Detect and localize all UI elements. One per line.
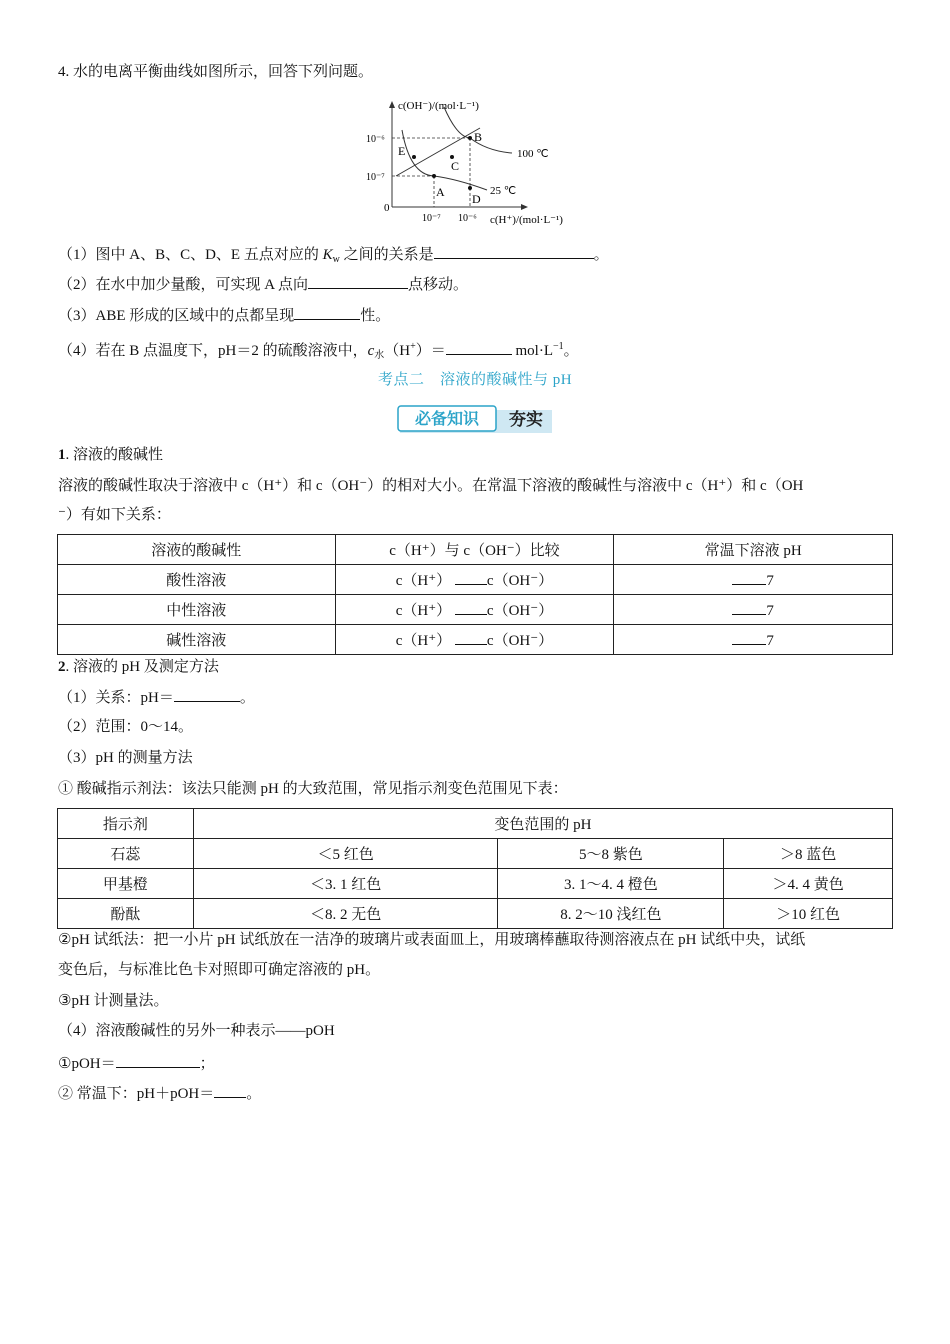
point-d bbox=[468, 186, 472, 190]
acidity-header-ph: 常温下溶液 pH bbox=[614, 535, 893, 565]
ph-blank[interactable] bbox=[732, 600, 766, 615]
point-b-label: B bbox=[474, 130, 483, 144]
ph-paper-method-line-2: 变色后，与标准比色卡对照即可确定溶液的 pH。 bbox=[58, 962, 381, 978]
indicator-mid: 8. 2～10 浅红色 bbox=[498, 899, 724, 929]
question-4-title: 4. 水的电离平衡曲线如图所示，回答下列问题。 bbox=[58, 64, 374, 80]
acidity-row-compare: c（H⁺） c（OH⁻） bbox=[335, 595, 614, 625]
acidity-row-ph: 7 bbox=[614, 565, 893, 595]
acidity-row-name: 中性溶液 bbox=[58, 595, 336, 625]
indicator-high: ＞8 蓝色 bbox=[724, 839, 893, 869]
answer-blank-ph-formula[interactable] bbox=[174, 687, 240, 702]
x-axis-arrow bbox=[521, 204, 528, 210]
indicator-intro: ① 酸碱指示剂法：该法只能测 pH 的大致范围，常见指示剂变色范围见下表： bbox=[58, 781, 568, 797]
badge-left-text: 必备知识 bbox=[414, 411, 480, 428]
y-tick-10-7: 10⁻⁷ bbox=[366, 172, 385, 183]
answer-blank-poh-formula[interactable] bbox=[116, 1053, 200, 1068]
indicator-high: ＞10 红色 bbox=[724, 899, 893, 929]
water-ionization-figure bbox=[362, 95, 602, 235]
ph-paper-method-line-1: ②pH 试纸法：把一小片 pH 试纸放在一洁净的玻璃片或表面皿上，用玻璃棒蘸取待测溶液点在 pH 试纸中央，试纸 bbox=[58, 932, 806, 948]
x-axis-label: c(H⁺)/(mol·L⁻¹) bbox=[490, 214, 563, 226]
part-1-title: 1. 溶液的酸碱性 bbox=[58, 447, 164, 463]
point-d-label: D bbox=[472, 192, 481, 206]
acidity-row-ph: 7 bbox=[614, 595, 893, 625]
line-a-b bbox=[396, 128, 483, 176]
point-e bbox=[412, 155, 416, 159]
point-b bbox=[468, 136, 472, 140]
table-row bbox=[58, 625, 893, 655]
curve-25c-label: 25 ℃ bbox=[490, 185, 517, 197]
acidity-header-compare: c（H⁺）与 c（OH⁻）比较 bbox=[335, 535, 614, 565]
ph-range: （2）范围：0～14。 bbox=[58, 719, 194, 735]
acidity-header-type: 溶液的酸碱性 bbox=[58, 535, 336, 565]
indicator-header-range: 变色范围的 pH bbox=[193, 809, 892, 839]
table-row bbox=[58, 565, 893, 595]
question-4-part-3: （3）ABE 形成的区域中的点都呈现 性。 bbox=[58, 305, 390, 326]
part-1-paragraph-line-2: ⁻）有如下关系： bbox=[58, 507, 171, 523]
part-1-paragraph-line-1: 溶液的酸碱性取决于溶液中 c（H⁺）和 c（OH⁻）的相对大小。在常温下溶液的酸碱性与溶液中 c（H⁺）和 c（OH bbox=[58, 478, 804, 494]
curve-100c-label: 100 ℃ bbox=[517, 148, 549, 160]
indicator-name: 甲基橙 bbox=[58, 869, 194, 899]
poh-definition: ①pOH＝ ； bbox=[58, 1053, 215, 1074]
acidity-row-compare: c（H⁺） c（OH⁻） bbox=[335, 565, 614, 595]
answer-blank-move-direction[interactable] bbox=[308, 274, 408, 289]
acidity-row-compare: c（H⁺） c（OH⁻） bbox=[335, 625, 614, 655]
x-tick-10-6: 10⁻⁶ bbox=[458, 213, 477, 224]
answer-blank-c-water-h[interactable] bbox=[446, 340, 512, 355]
ph-blank[interactable] bbox=[732, 630, 766, 645]
badge-right-text: 夯实 bbox=[509, 410, 543, 429]
ph-method-title: （3）pH 的测量方法 bbox=[58, 750, 193, 766]
part-2-title: 2. 溶液的 pH 及测定方法 bbox=[58, 659, 219, 675]
y-axis-arrow bbox=[389, 101, 395, 108]
indicator-low: ＜3. 1 红色 bbox=[193, 869, 498, 899]
question-4-part-4: （4）若在 B 点温度下，pH＝2 的硫酸溶液中，$c_水(H^+)= mol\cdot L^{-1}$。 bbox=[58, 341, 579, 361]
knowledge-badge-graphic bbox=[396, 403, 556, 437]
indicator-high: ＞4. 4 黄色 bbox=[724, 869, 893, 899]
y-tick-10-6: 10⁻⁶ bbox=[366, 134, 385, 145]
point-a bbox=[432, 174, 436, 178]
question-4-part-2: （2）在水中加少量酸，可实现 A 点向 点移动。 bbox=[58, 274, 468, 295]
x-tick-10-7: 10⁻⁷ bbox=[422, 213, 441, 224]
indicator-low: ＜5 红色 bbox=[193, 839, 498, 869]
y-axis-label: c(OH⁻)/(mol·L⁻¹) bbox=[398, 100, 479, 112]
compare-blank[interactable] bbox=[455, 600, 487, 615]
table-row bbox=[58, 839, 893, 869]
ph-meter-method: ③pH 计测量法。 bbox=[58, 993, 169, 1009]
answer-blank-kw-relation[interactable] bbox=[434, 244, 594, 259]
section-heading-ph: 考点二 溶液的酸碱性与 pH bbox=[377, 372, 573, 388]
indicator-name: 酚酞 bbox=[58, 899, 194, 929]
indicator-mid: 5～8 紫色 bbox=[498, 839, 724, 869]
knowledge-badge bbox=[396, 403, 556, 442]
point-c-label: C bbox=[451, 159, 460, 173]
indicator-name: 石蕊 bbox=[58, 839, 194, 869]
answer-blank-ph-poh-sum[interactable] bbox=[214, 1083, 246, 1098]
origin-label: 0 bbox=[384, 202, 390, 214]
acidity-row-ph: 7 bbox=[614, 625, 893, 655]
acidity-row-name: 碱性溶液 bbox=[58, 625, 336, 655]
answer-blank-region-property[interactable] bbox=[294, 305, 360, 320]
indicator-table bbox=[57, 808, 893, 929]
table-row bbox=[58, 595, 893, 625]
poh-title: （4）溶液酸碱性的另外一种表示——pOH bbox=[58, 1023, 335, 1039]
table-row bbox=[58, 869, 893, 899]
indicator-low: ＜8. 2 无色 bbox=[193, 899, 498, 929]
ph-poh-sum: ② 常温下：pH＋pOH＝ 。 bbox=[58, 1083, 261, 1104]
indicator-table-header bbox=[58, 809, 893, 839]
acidity-table-header bbox=[58, 535, 893, 565]
indicator-header-name: 指示剂 bbox=[58, 809, 194, 839]
compare-blank[interactable] bbox=[455, 630, 487, 645]
point-a-label: A bbox=[436, 185, 445, 199]
question-4-part-1: （1）图中 A、B、C、D、E 五点对应的 $K_w$ 之间的关系是 。 bbox=[58, 244, 609, 270]
indicator-mid: 3. 1～4. 4 橙色 bbox=[498, 869, 724, 899]
compare-blank[interactable] bbox=[455, 570, 487, 585]
table-row bbox=[58, 899, 893, 929]
point-e-label: E bbox=[398, 144, 406, 158]
ph-relation: （1）关系：pH＝ 。 bbox=[58, 687, 255, 708]
acidity-table bbox=[57, 534, 893, 655]
ph-blank[interactable] bbox=[732, 570, 766, 585]
acidity-row-name: 酸性溶液 bbox=[58, 565, 336, 595]
